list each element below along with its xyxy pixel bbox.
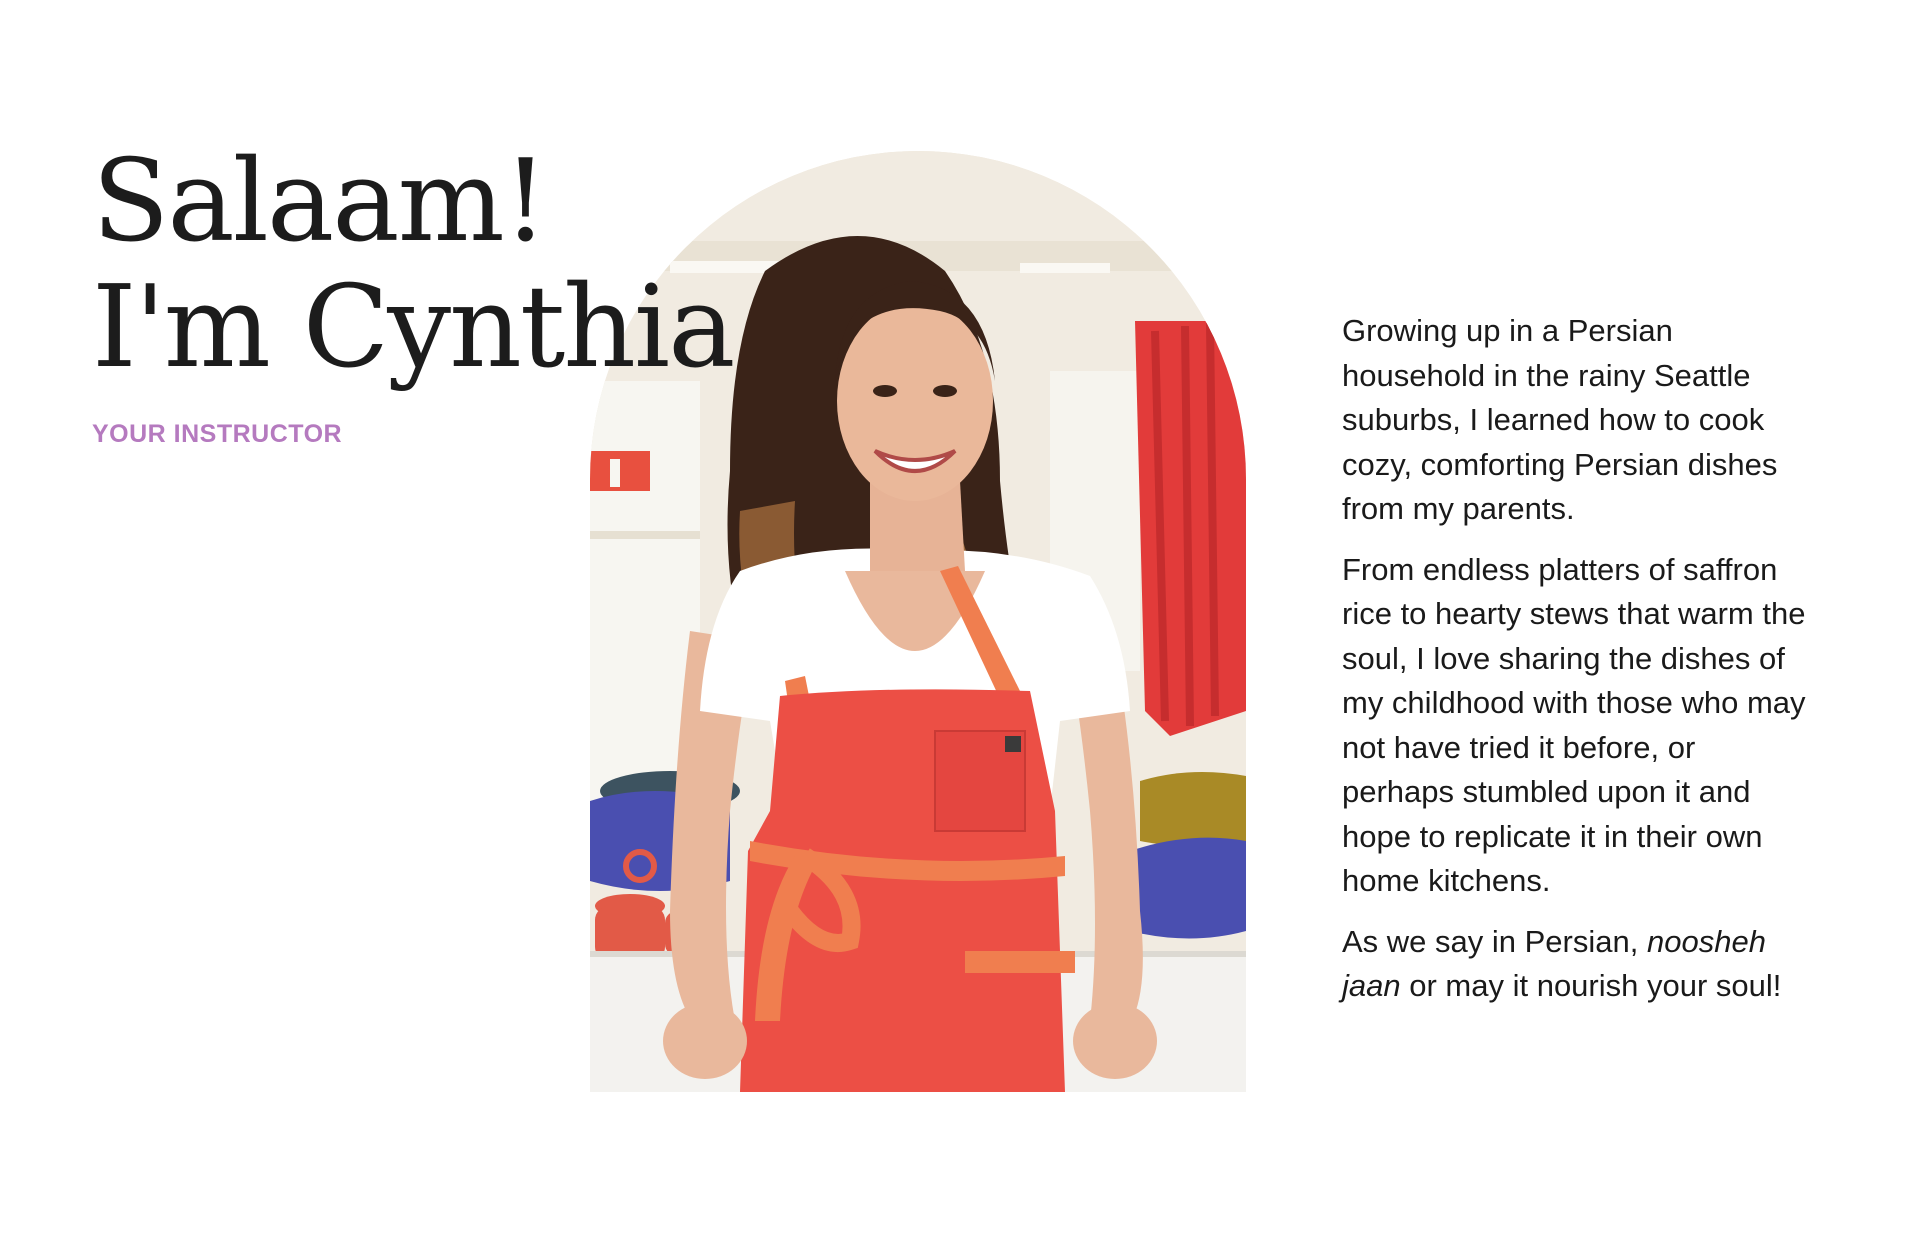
bio-paragraph-1: Growing up in a Persian household in the rainy Seattle suburbs, I learned how to cook cozy, comforting Persian dishes from my parents. bbox=[1342, 313, 1778, 526]
page-title bbox=[92, 135, 734, 393]
title-line-1: Salaam! bbox=[92, 135, 547, 267]
title-line-2: I'm Cynthia bbox=[92, 261, 734, 393]
bio-paragraph-3-prefix: As we say in Persian, bbox=[1342, 923, 1639, 959]
instructor-label: YOUR INSTRUCTOR bbox=[92, 420, 343, 448]
bio-paragraph-3-suffix: or may it nourish your soul! bbox=[1409, 968, 1782, 1003]
bio-paragraph-2: From endless platters of saffron rice to hearty stews that warm the soul, I love sharing the dishes of my childhood with those who may not have tried it before, or perhaps stumbled upon it and hope to replicate it in their own home kitchens. bbox=[1342, 551, 1806, 898]
bio-paragraph-3 bbox=[1342, 920, 1812, 1009]
bio-paragraph-3-italic: noosheh jaan bbox=[1342, 923, 1766, 1003]
instructor-bio bbox=[1342, 309, 1812, 1025]
